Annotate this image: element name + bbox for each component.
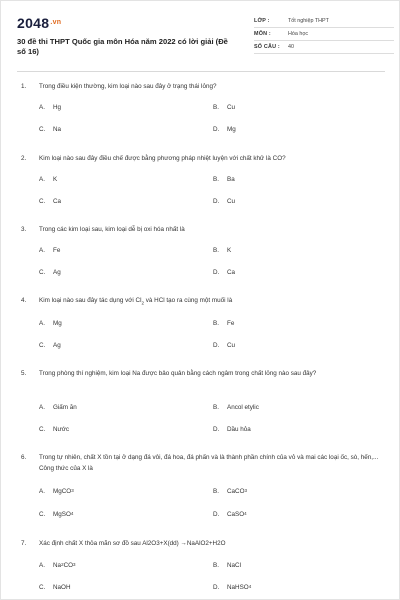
option-b[interactable]: B. Ba <box>213 176 235 183</box>
option-a[interactable]: A. Giấm ăn <box>39 404 77 411</box>
option-c[interactable]: C. Na <box>39 126 62 133</box>
logo-main: 2048 <box>17 15 50 31</box>
question-4 <box>21 295 381 308</box>
question-number: 7. <box>21 540 27 547</box>
reaction-arrow-icon: → <box>180 540 187 547</box>
question-number: 3. <box>21 226 27 233</box>
question-3 <box>21 224 381 235</box>
option-c[interactable]: C. Nước <box>39 426 70 433</box>
option-a[interactable]: A. Hg <box>39 104 62 111</box>
question-number: 5. <box>21 370 27 377</box>
meta-value: 40 <box>288 44 294 50</box>
option-d[interactable]: D. CaSO 4 <box>213 511 247 518</box>
question-number: 1. <box>21 83 27 90</box>
question-text: Trong tự nhiên, chất X tồn tại ở dạng đá vôi, đá hoa, đá phấn và là thành phần chính của vỏ và mai các loại ốc, sò, hến,... Công thức của X là <box>39 454 379 472</box>
question-number: 4. <box>21 297 27 304</box>
question-5 <box>21 368 381 379</box>
option-b[interactable]: B. Cu <box>213 104 236 111</box>
question-text: Trong các kim loại sau, kim loại dễ bị oxi hóa nhất là <box>39 226 185 233</box>
meta-key: MÔN : <box>254 31 271 37</box>
option-c[interactable]: C. NaOH <box>39 584 71 591</box>
option-a[interactable]: A. Na 2 CO 3 <box>39 562 76 569</box>
option-b[interactable]: B. Ancol etylic <box>213 404 259 411</box>
question-text: Xác định chất X thỏa mãn sơ đồ sau Al2O3+X(dd) →NaAlO2+H2O <box>39 540 226 547</box>
option-d[interactable]: D. Dầu hỏa <box>213 426 251 433</box>
meta-row-class <box>254 15 394 28</box>
question-text: Trong điều kiện thường, kim loại nào sau đây ở trạng thái lỏng? <box>39 83 217 90</box>
question-2 <box>21 153 381 164</box>
option-d[interactable]: D. Cu <box>213 198 236 205</box>
option-d[interactable]: D. Mg <box>213 126 236 133</box>
meta-key: SỐ CÂU : <box>254 44 280 50</box>
question-number: 2. <box>21 155 27 162</box>
exam-meta-table <box>254 15 394 54</box>
option-d[interactable]: D. NaHSO 4 <box>213 584 252 591</box>
exam-title: 30 đề thi THPT Quốc gia môn Hóa năm 2022 có lời giải (Đề số 16) <box>17 37 228 56</box>
meta-value: Tốt nghiệp THPT <box>288 18 329 24</box>
option-b[interactable]: B. Fe <box>213 320 235 327</box>
option-d[interactable]: D. Ca <box>213 269 236 276</box>
option-c[interactable]: C. Ca <box>39 198 62 205</box>
option-b[interactable]: B. NaCl <box>213 562 241 569</box>
option-a[interactable]: A. K <box>39 176 58 183</box>
meta-value: Hóa học <box>288 31 309 37</box>
question-7 <box>21 538 381 549</box>
question-text: Kim loại nào sau đây điều chế được bằng phương pháp nhiệt luyện với chất khử là CO? <box>39 155 286 162</box>
page-header <box>17 15 387 65</box>
meta-key: LỚP : <box>254 18 270 24</box>
logo-suffix: .vn <box>50 19 62 26</box>
option-b[interactable]: B. CaCO 3 <box>213 488 248 495</box>
option-b[interactable]: B. K <box>213 247 232 254</box>
question-text: Trong phòng thí nghiệm, kim loại Na được bảo quản bằng cách ngâm trong chất lỏng nào sau đây? <box>39 370 317 377</box>
meta-row-subject <box>254 28 394 41</box>
question-1 <box>21 81 381 92</box>
option-c[interactable]: C. Ag <box>39 269 61 276</box>
option-a[interactable]: A. MgCO 3 <box>39 488 74 495</box>
header-divider <box>17 71 385 72</box>
meta-row-count <box>254 41 394 54</box>
option-c[interactable]: C. Ag <box>39 342 61 349</box>
question-6 <box>21 452 381 474</box>
option-a[interactable]: A. Mg <box>39 320 62 327</box>
option-a[interactable]: A. Fe <box>39 247 61 254</box>
option-c[interactable]: C. MgSO 4 <box>39 511 74 518</box>
question-text: Kim loại nào sau đây tác dụng với $Cl_2$ và HCl tạo ra cùng một muối là <box>39 297 233 306</box>
option-d[interactable]: D. Cu <box>213 342 236 349</box>
question-number: 6. <box>21 454 27 461</box>
